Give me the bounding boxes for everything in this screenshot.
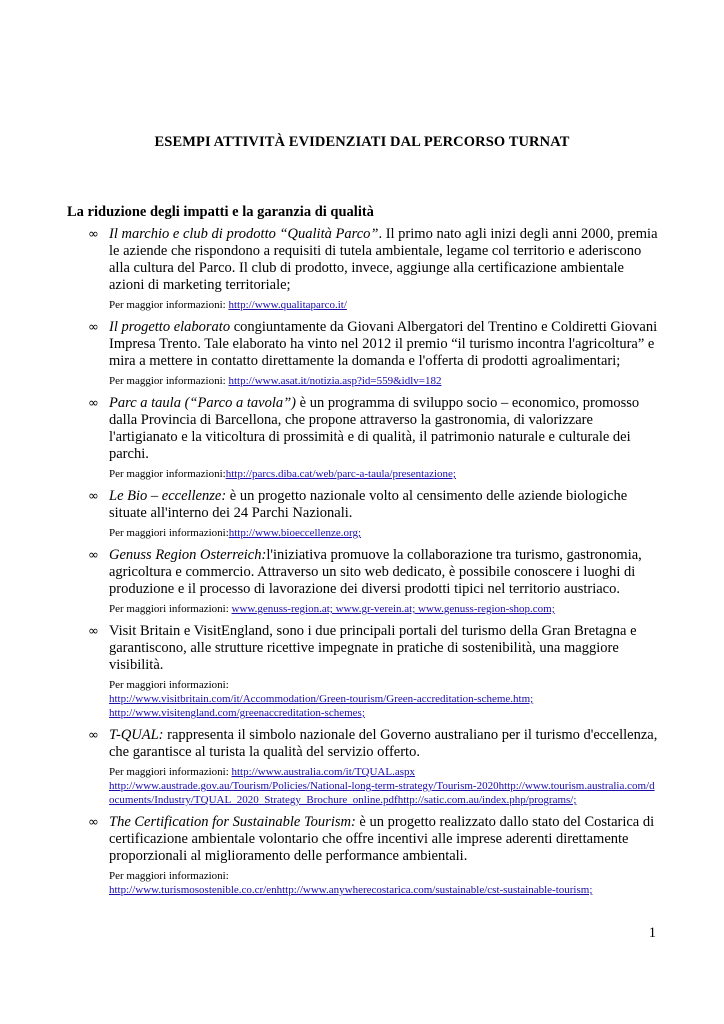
list-item: [0, 547, 724, 616]
more-info: [109, 765, 658, 807]
item-description: Genuss Region Osterreich:l'iniziativa promuove la collaborazione tra turismo, gastronomia, agricoltura e commercio. Attraverso un sito web dedicato, è possibile conoscere i luoghi di produzione e il processo di lavorazione dei diversi prodotti tipici nel territorio austriaco.: [109, 547, 642, 597]
item-title: Parc a taula (“Parco a tavola”): [109, 395, 297, 411]
info-link[interactable]: http://www.visitbritain.com/it/Accommodation/Green-tourism/Green-accreditation-scheme.htm;: [109, 693, 534, 705]
info-link[interactable]: http://www.asat.it/notizia.asp?id=559&idlv=182: [228, 375, 442, 387]
list-item: [0, 814, 724, 897]
item-title: Il marchio e club di prodotto “Qualità Parco”: [109, 226, 379, 242]
bullet-icon: ∞: [88, 489, 99, 504]
list-item: [0, 623, 724, 720]
item-description: Le Bio – eccellenze: è un progetto nazionale volto al censimento delle aziende biologiche situate all'interno dei 24 Parchi Nazionali.: [109, 488, 628, 521]
item-description: The Certification for Sustainable Tourism: è un progetto realizzato dallo stato del Costarica di certificazione ambientale volontario che offre incentivi alle imprese aderenti direttamente proporzionali al miglioramento delle performance ambientali.: [109, 814, 655, 864]
item-title: T-QUAL:: [109, 727, 164, 743]
section-heading: La riduzione degli impatti e la garanzia di qualità: [67, 204, 374, 220]
info-label: Per maggiori informazioni:: [109, 679, 229, 691]
list-item: [0, 727, 724, 807]
info-link[interactable]: http://www.turismosostenible.co.cr/enhttp://www.anywherecostarica.com/sustainable/cst-sustainable-tourism;: [109, 884, 593, 896]
more-info: [109, 869, 658, 897]
info-label: Per maggior informazioni:: [109, 468, 226, 480]
item-description: Il progetto elaborato congiuntamente da Giovani Albergatori del Trentino e Coldiretti Giovani Impresa Trento. Tale elaborato ha vinto nel 2012 il premio “il turismo incontra l'agricoltura” e mira a mettere in contatto direttamente la domanda e l'offerta di prodotti agroalimentari;: [109, 319, 658, 369]
info-label: Per maggiori informazioni:: [109, 766, 232, 778]
list-item: [0, 395, 724, 481]
examples-list: [0, 226, 724, 904]
info-label: Per maggior informazioni:: [109, 375, 229, 387]
more-info: [109, 467, 658, 481]
item-description: T-QUAL: rappresenta il simbolo nazionale del Governo australiano per il turismo d'eccellenza, che garantisce al turista la qualità del servizio offerto.: [109, 727, 658, 760]
item-title: Le Bio – eccellenze:: [109, 488, 227, 504]
bullet-icon: ∞: [88, 815, 99, 830]
more-info: [109, 602, 658, 616]
more-info: [109, 678, 658, 720]
item-description: Visit Britain e VisitEngland, sono i due principali portali del turismo della Gran Bretagna e garantiscono, alle strutture ricettive impegnate in pratiche di sostenibilità, una maggiore visibilità.: [109, 623, 637, 673]
list-item: [0, 488, 724, 540]
info-link[interactable]: http://www.bioeccellenze.org;: [228, 527, 362, 539]
more-info: [109, 526, 658, 540]
item-description: Il marchio e club di prodotto “Qualità Parco”. Il primo nato agli inizi degli anni 2000, premia le aziende che rispondono a requisiti di tutela ambientale, legame col territorio e aderiscono alla cultura del Parco. Il club di prodotto, invece, aggiunge alla certificazione ambientale azioni di marketing territoriale;: [109, 226, 658, 293]
more-info: [109, 298, 658, 312]
page-title: ESEMPI ATTIVITÀ EVIDENZIATI DAL PERCORSO TURNAT: [154, 134, 570, 150]
info-link[interactable]: www.genuss-region.at; www.gr-verein.at; www.genuss-region-shop.com;: [231, 603, 555, 615]
list-item: [0, 226, 724, 312]
info-link[interactable]: http://parcs.diba.cat/web/parc-a-taula/presentazione;: [225, 468, 456, 480]
info-link[interactable]: http://www.australia.com/it/TQUAL.aspx: [231, 766, 416, 778]
item-title: The Certification for Sustainable Tourism:: [109, 814, 356, 830]
info-link[interactable]: http://www.austrade.gov.au/Tourism/Policies/National-long-term-strategy/Tourism-2020http://www.tourism.australia.com/documents/Industry/TQUAL_2020_Strategy_Brochure_online.pdfhttp://satic.com.au/index.php/programs/;: [109, 780, 655, 806]
bullet-icon: ∞: [88, 396, 99, 411]
item-description: Parc a taula (“Parco a tavola”) è un programma di sviluppo socio – economico, promosso dalla Provincia di Barcellona, che propone attraverso la gastronomia, di valorizzare l'artigianato e la viticoltura di prossimità e di qualità, il patrimonio naturale e culturale dei parchi.: [109, 395, 640, 462]
item-title: Genuss Region Osterreich:: [109, 547, 267, 563]
bullet-icon: ∞: [88, 728, 99, 743]
bullet-icon: ∞: [88, 227, 99, 242]
page-number: 1: [648, 925, 656, 941]
info-label: Per maggiori informazioni:: [109, 527, 229, 539]
bullet-icon: ∞: [88, 320, 99, 335]
info-link[interactable]: http://www.qualitaparco.it/: [228, 299, 347, 311]
list-item: [0, 319, 724, 388]
bullet-icon: ∞: [88, 624, 99, 639]
info-label: Per maggiori informazioni:: [109, 870, 229, 882]
info-label: Per maggior informazioni:: [109, 299, 229, 311]
item-title: Il progetto elaborato: [109, 319, 231, 335]
bullet-icon: ∞: [88, 548, 99, 563]
info-link[interactable]: http://www.visitengland.com/greenaccreditation-schemes;: [109, 707, 365, 719]
info-label: Per maggiori informazioni:: [109, 603, 232, 615]
more-info: [109, 374, 658, 388]
